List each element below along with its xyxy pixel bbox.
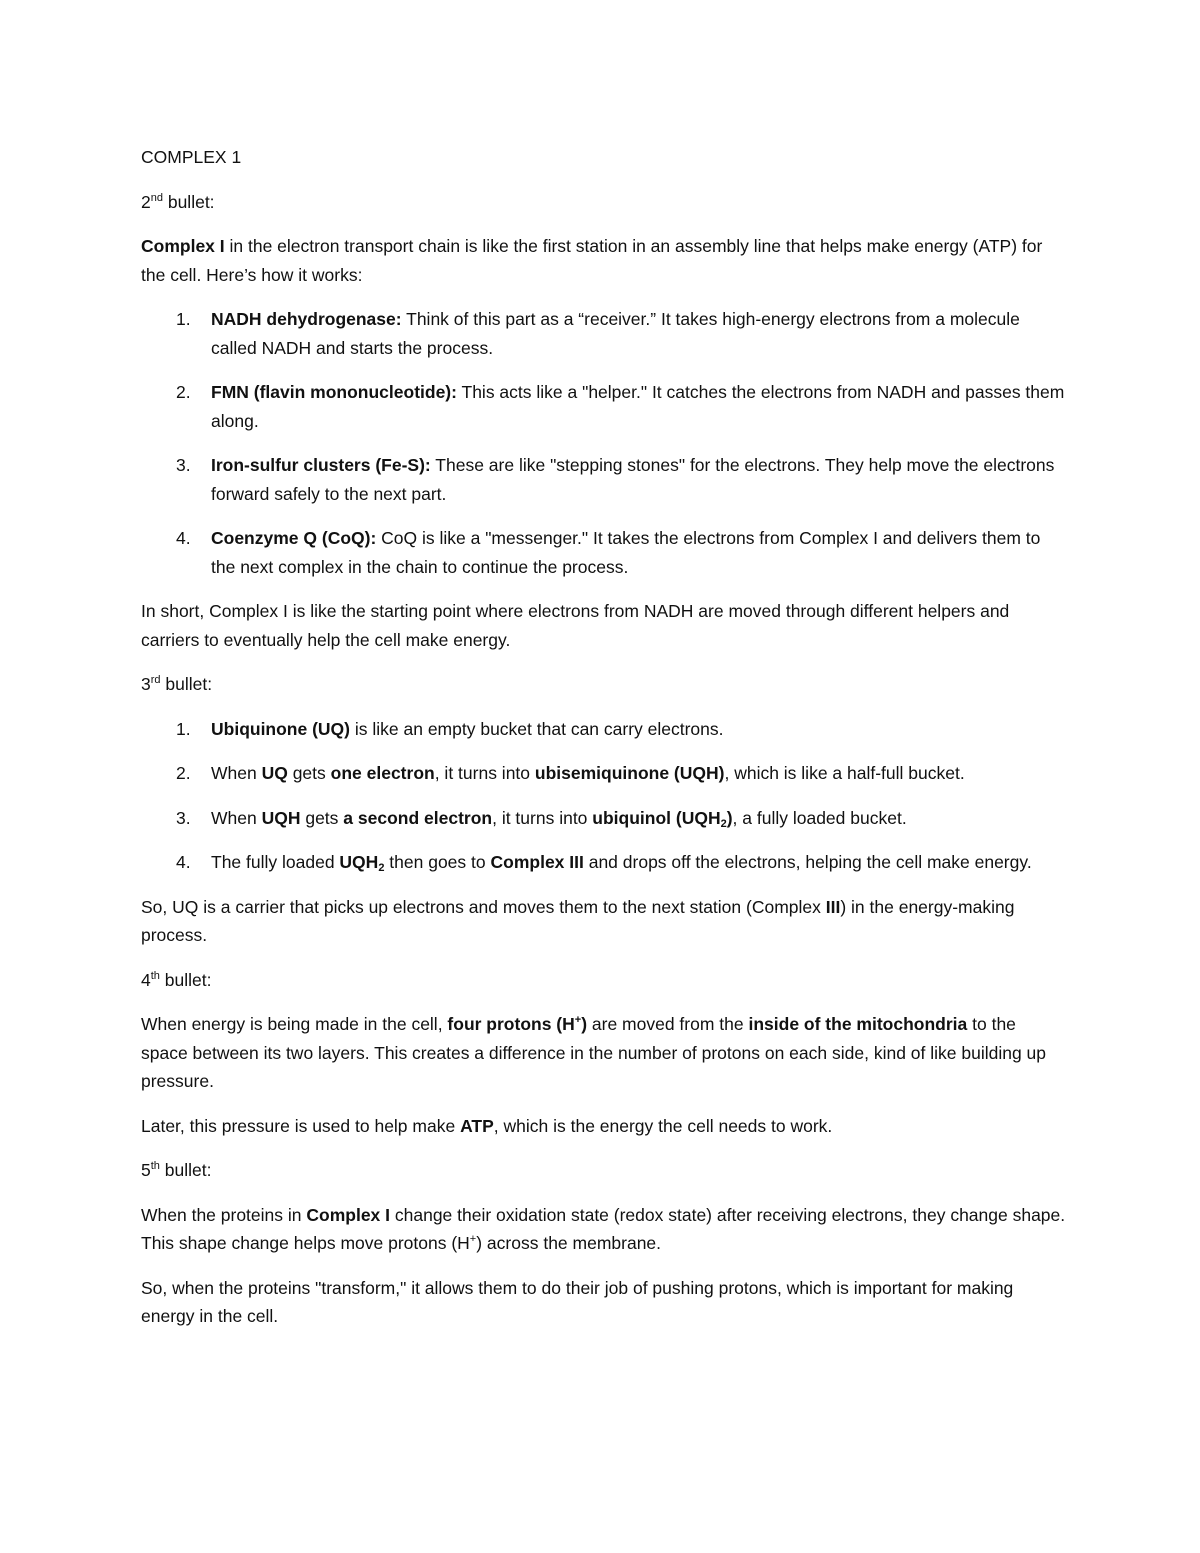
transform-paragraph: So, when the proteins "transform," it allows them to do their job of pushing protons, which is important for making energy in the cell. xyxy=(141,1277,1014,1326)
heading-label: bullet: xyxy=(159,1160,212,1180)
list-item-text: CoQ is like a "messenger." It takes the electrons from Complex I and delivers them to the next complex in the chain to continue the process. xyxy=(211,528,1041,577)
heading-number: 2 xyxy=(141,191,151,212)
list-number: 1. xyxy=(176,718,191,739)
section-heading-2nd xyxy=(141,188,1066,217)
list-item-text: These are like "stepping stones" for the electrons. They help move the electrons forward safely to the next part. xyxy=(211,455,1055,504)
redox-paragraph xyxy=(141,1201,1066,1258)
bold-text: four protons (H xyxy=(447,1014,575,1034)
section-heading-5th xyxy=(141,1156,1066,1185)
list-number: 3. xyxy=(176,455,191,475)
atp-paragraph xyxy=(141,1112,1066,1141)
formula-text: UQH xyxy=(339,852,379,872)
list-item-text: is like an empty bucket that can carry electrons. xyxy=(350,718,724,739)
formula-text: ubiquinol (UQH xyxy=(592,807,721,828)
paragraph-text: Later, this pressure is used to help make xyxy=(141,1115,461,1136)
list-item-text: When xyxy=(211,763,262,783)
heading-number: 5 xyxy=(141,1160,151,1180)
heading-ordinal: th xyxy=(150,969,160,982)
complex-i-components-list xyxy=(141,305,1066,581)
list-item xyxy=(141,524,1066,581)
heading-label: bullet: xyxy=(160,674,213,694)
bold-term: Complex I xyxy=(141,236,225,256)
paragraph-text: change their oxidation state (redox state) after receiving electrons, they change shape. This shape change helps move protons (H xyxy=(141,1204,1066,1253)
paragraph-text: When energy is being made in the cell, xyxy=(141,1014,448,1034)
list-item-text: , it turns into xyxy=(434,763,535,783)
list-item xyxy=(141,804,1066,833)
list-number: 1. xyxy=(176,309,191,329)
list-item xyxy=(141,759,1066,788)
bold-term xyxy=(339,852,384,872)
list-item xyxy=(141,378,1066,435)
heading-ordinal: nd xyxy=(150,191,163,204)
heading-number: 3 xyxy=(141,674,151,694)
paragraph-text: , which is the energy the cell needs to work. xyxy=(493,1115,833,1136)
list-item-text: gets xyxy=(300,807,344,828)
paragraph-text: to the space between its two layers. This creates a difference in the number of protons on each side, kind of like building up pressure. xyxy=(141,1014,1047,1091)
formula-subscript: 2 xyxy=(720,817,727,830)
list-item-text: , it turns into xyxy=(492,807,593,828)
document-body xyxy=(141,143,1066,1347)
paragraph-text: ) across the membrane. xyxy=(476,1233,662,1253)
bold-term: NADH dehydrogenase: xyxy=(211,309,402,329)
charge-superscript: + xyxy=(574,1014,582,1026)
list-item-text: , a fully loaded bucket. xyxy=(732,807,907,828)
bold-term: a second electron xyxy=(343,807,493,828)
list-number: 4. xyxy=(176,852,191,872)
list-number: 3. xyxy=(176,807,191,828)
bold-text: ) xyxy=(581,1014,588,1034)
list-item xyxy=(141,848,1066,877)
bold-term: Complex I xyxy=(306,1204,391,1225)
list-item xyxy=(141,305,1066,362)
formula-end: ) xyxy=(726,807,733,828)
list-item-text: When xyxy=(211,807,262,828)
bold-term: ubisemiquinone (UQH) xyxy=(534,763,725,783)
bold-term: FMN (flavin mononucleotide): xyxy=(211,382,457,402)
list-number: 4. xyxy=(176,528,191,548)
bold-term xyxy=(592,808,732,828)
list-item-text: Think of this part as a “receiver.” It takes high-energy electrons from a molecule called NADH and starts the process. xyxy=(211,309,1020,358)
list-item-text: and drops off the electrons, helping the cell make energy. xyxy=(583,852,1032,872)
bold-term: one electron xyxy=(330,763,435,783)
heading-ordinal: rd xyxy=(150,674,161,686)
bold-term: ATP xyxy=(460,1115,494,1136)
paragraph-text: When the proteins in xyxy=(141,1204,307,1225)
list-number: 2. xyxy=(176,763,191,783)
heading-label: bullet: xyxy=(162,191,215,212)
section-heading-3rd xyxy=(141,670,1066,699)
proton-paragraph xyxy=(141,1010,1066,1096)
intro-paragraph xyxy=(141,232,1066,289)
list-item-text: This acts like a "helper." It catches the electrons from NADH and passes them along. xyxy=(211,382,1065,431)
document-title: COMPLEX 1 xyxy=(141,147,242,167)
bold-term: Coenzyme Q (CoQ): xyxy=(211,528,377,548)
paragraph-text: So, UQ is a carrier that picks up electrons and moves them to the next station (Complex xyxy=(141,896,826,917)
paragraph-text: ) in the energy-making process. xyxy=(141,896,1015,945)
list-item-text: then goes to xyxy=(384,852,491,872)
list-item xyxy=(141,451,1066,508)
bold-term xyxy=(447,1014,587,1034)
paragraph-text: are moved from the xyxy=(587,1014,749,1034)
heading-label: bullet: xyxy=(159,969,212,990)
heading-number: 4 xyxy=(141,969,151,990)
heading-ordinal: th xyxy=(150,1160,160,1172)
bold-term: Complex III xyxy=(490,852,584,872)
list-item xyxy=(141,715,1066,744)
section-heading-4th xyxy=(141,966,1066,995)
bold-term: Iron-sulfur clusters (Fe-S): xyxy=(211,455,431,475)
charge-superscript: + xyxy=(469,1233,477,1245)
list-number: 2. xyxy=(176,382,191,402)
formula-subscript: 2 xyxy=(378,862,385,874)
list-item-text: , which is like a half-full bucket. xyxy=(724,763,965,783)
list-item-text: gets xyxy=(287,763,331,783)
bold-term: UQH xyxy=(261,807,301,828)
bold-term: UQ xyxy=(261,763,288,783)
ubiquinone-states-list xyxy=(141,715,1066,877)
bold-term: inside of the mitochondria xyxy=(748,1014,968,1034)
list-item-text: The fully loaded xyxy=(211,852,340,872)
summary-paragraph xyxy=(141,893,1066,950)
bold-term: Ubiquinone (UQ) xyxy=(211,718,351,739)
bold-term: III xyxy=(825,896,841,917)
paragraph-text: in the electron transport chain is like the first station in an assembly line that helps make energy (ATP) for the cell. Here’s how it works: xyxy=(141,236,1043,285)
summary-paragraph: In short, Complex I is like the starting point where electrons from NADH are moved through different helpers and carriers to eventually help the cell make energy. xyxy=(141,601,1010,650)
